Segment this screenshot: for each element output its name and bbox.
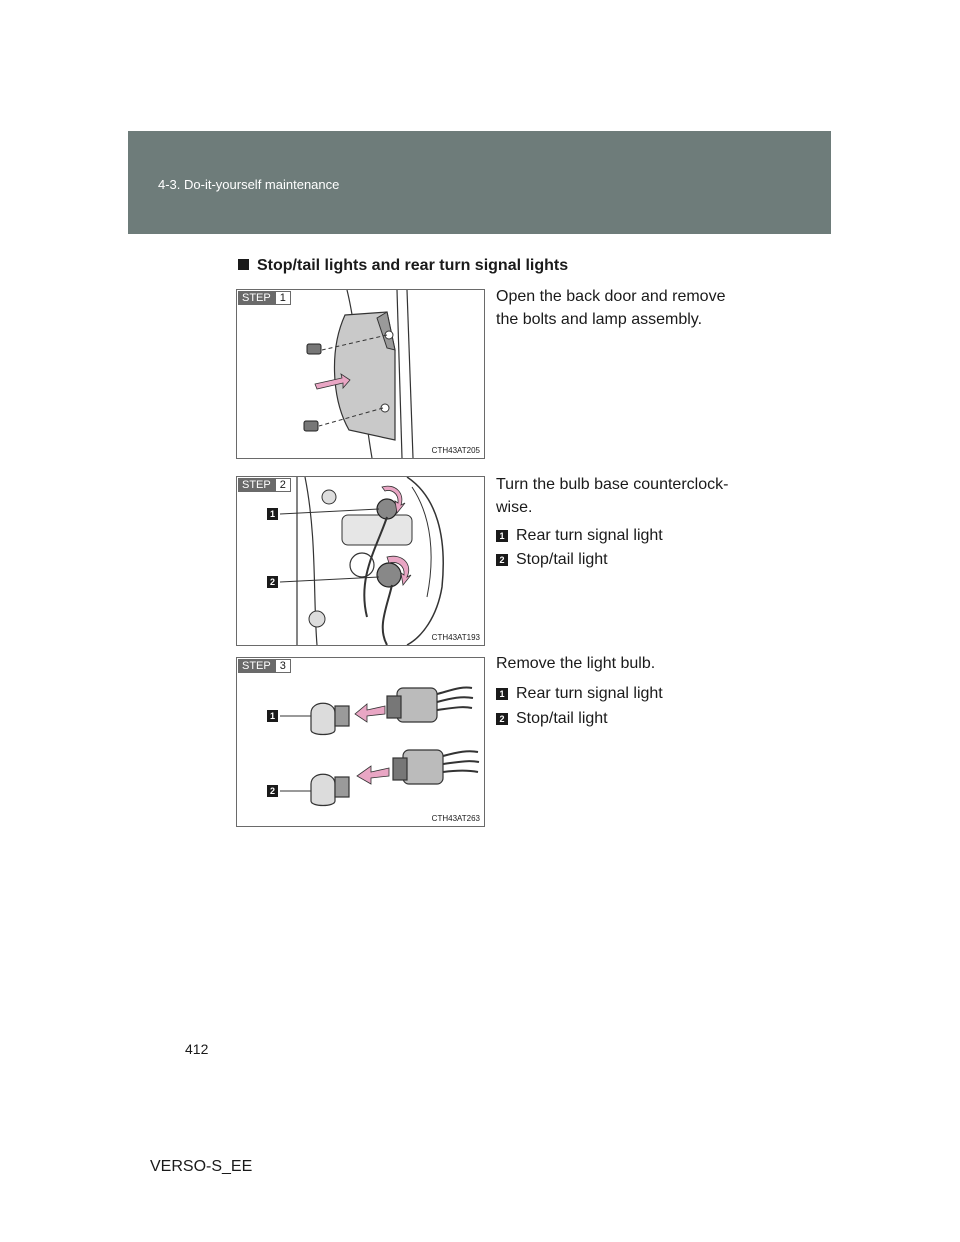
step-badge [238,659,291,673]
figure-code: CTH43AT205 [431,446,480,455]
step-badge [238,291,291,305]
chapter-title: 4-3. Do-it-yourself maintenance [158,177,340,192]
step-number: 3 [275,659,291,673]
callout-2: 2 [267,785,278,797]
step-number: 1 [275,291,291,305]
legend-item [496,526,663,546]
legend-number: 1 [496,530,508,542]
step-1-description: Open the back door and remove the bolts and lamp assembly. [496,288,726,328]
step-number: 2 [275,478,291,492]
chapter-header [128,131,831,234]
step-3-description: Remove the light bulb. [496,655,656,672]
step-label: STEP [238,291,275,305]
step-1-illustration [236,289,485,459]
footer-model: VERSO-S_EE [150,1158,253,1175]
section-title [238,257,568,275]
step-2-description: Turn the bulb base counterclock-wise. [496,476,729,516]
step-3-illustration [236,657,485,827]
callout-1: 1 [267,508,278,520]
page-number: 412 [185,1041,209,1057]
step-label: STEP [238,659,275,673]
step-label: STEP [238,478,275,492]
step-2-illustration [236,476,485,646]
legend-number: 1 [496,688,508,700]
step-badge [238,478,291,492]
figure-code: CTH43AT193 [431,633,480,642]
bulb-base-drawing [237,477,484,645]
lamp-assembly-drawing [237,290,484,458]
legend-number: 2 [496,713,508,725]
section-title-text: Stop/tail lights and rear turn signal lights [257,257,569,274]
legend-item [496,684,663,704]
legend-text: Stop/tail light [516,710,608,727]
figure-code: CTH43AT263 [431,814,480,823]
legend-text: Rear turn signal light [516,527,663,544]
legend-item [496,709,608,729]
callout-1: 1 [267,710,278,722]
bulb-removal-drawing [237,658,484,826]
legend-item [496,550,608,570]
callout-2: 2 [267,576,278,588]
legend-number: 2 [496,554,508,566]
square-bullet-icon [238,259,249,270]
legend-text: Stop/tail light [516,551,608,568]
legend-text: Rear turn signal light [516,685,663,702]
